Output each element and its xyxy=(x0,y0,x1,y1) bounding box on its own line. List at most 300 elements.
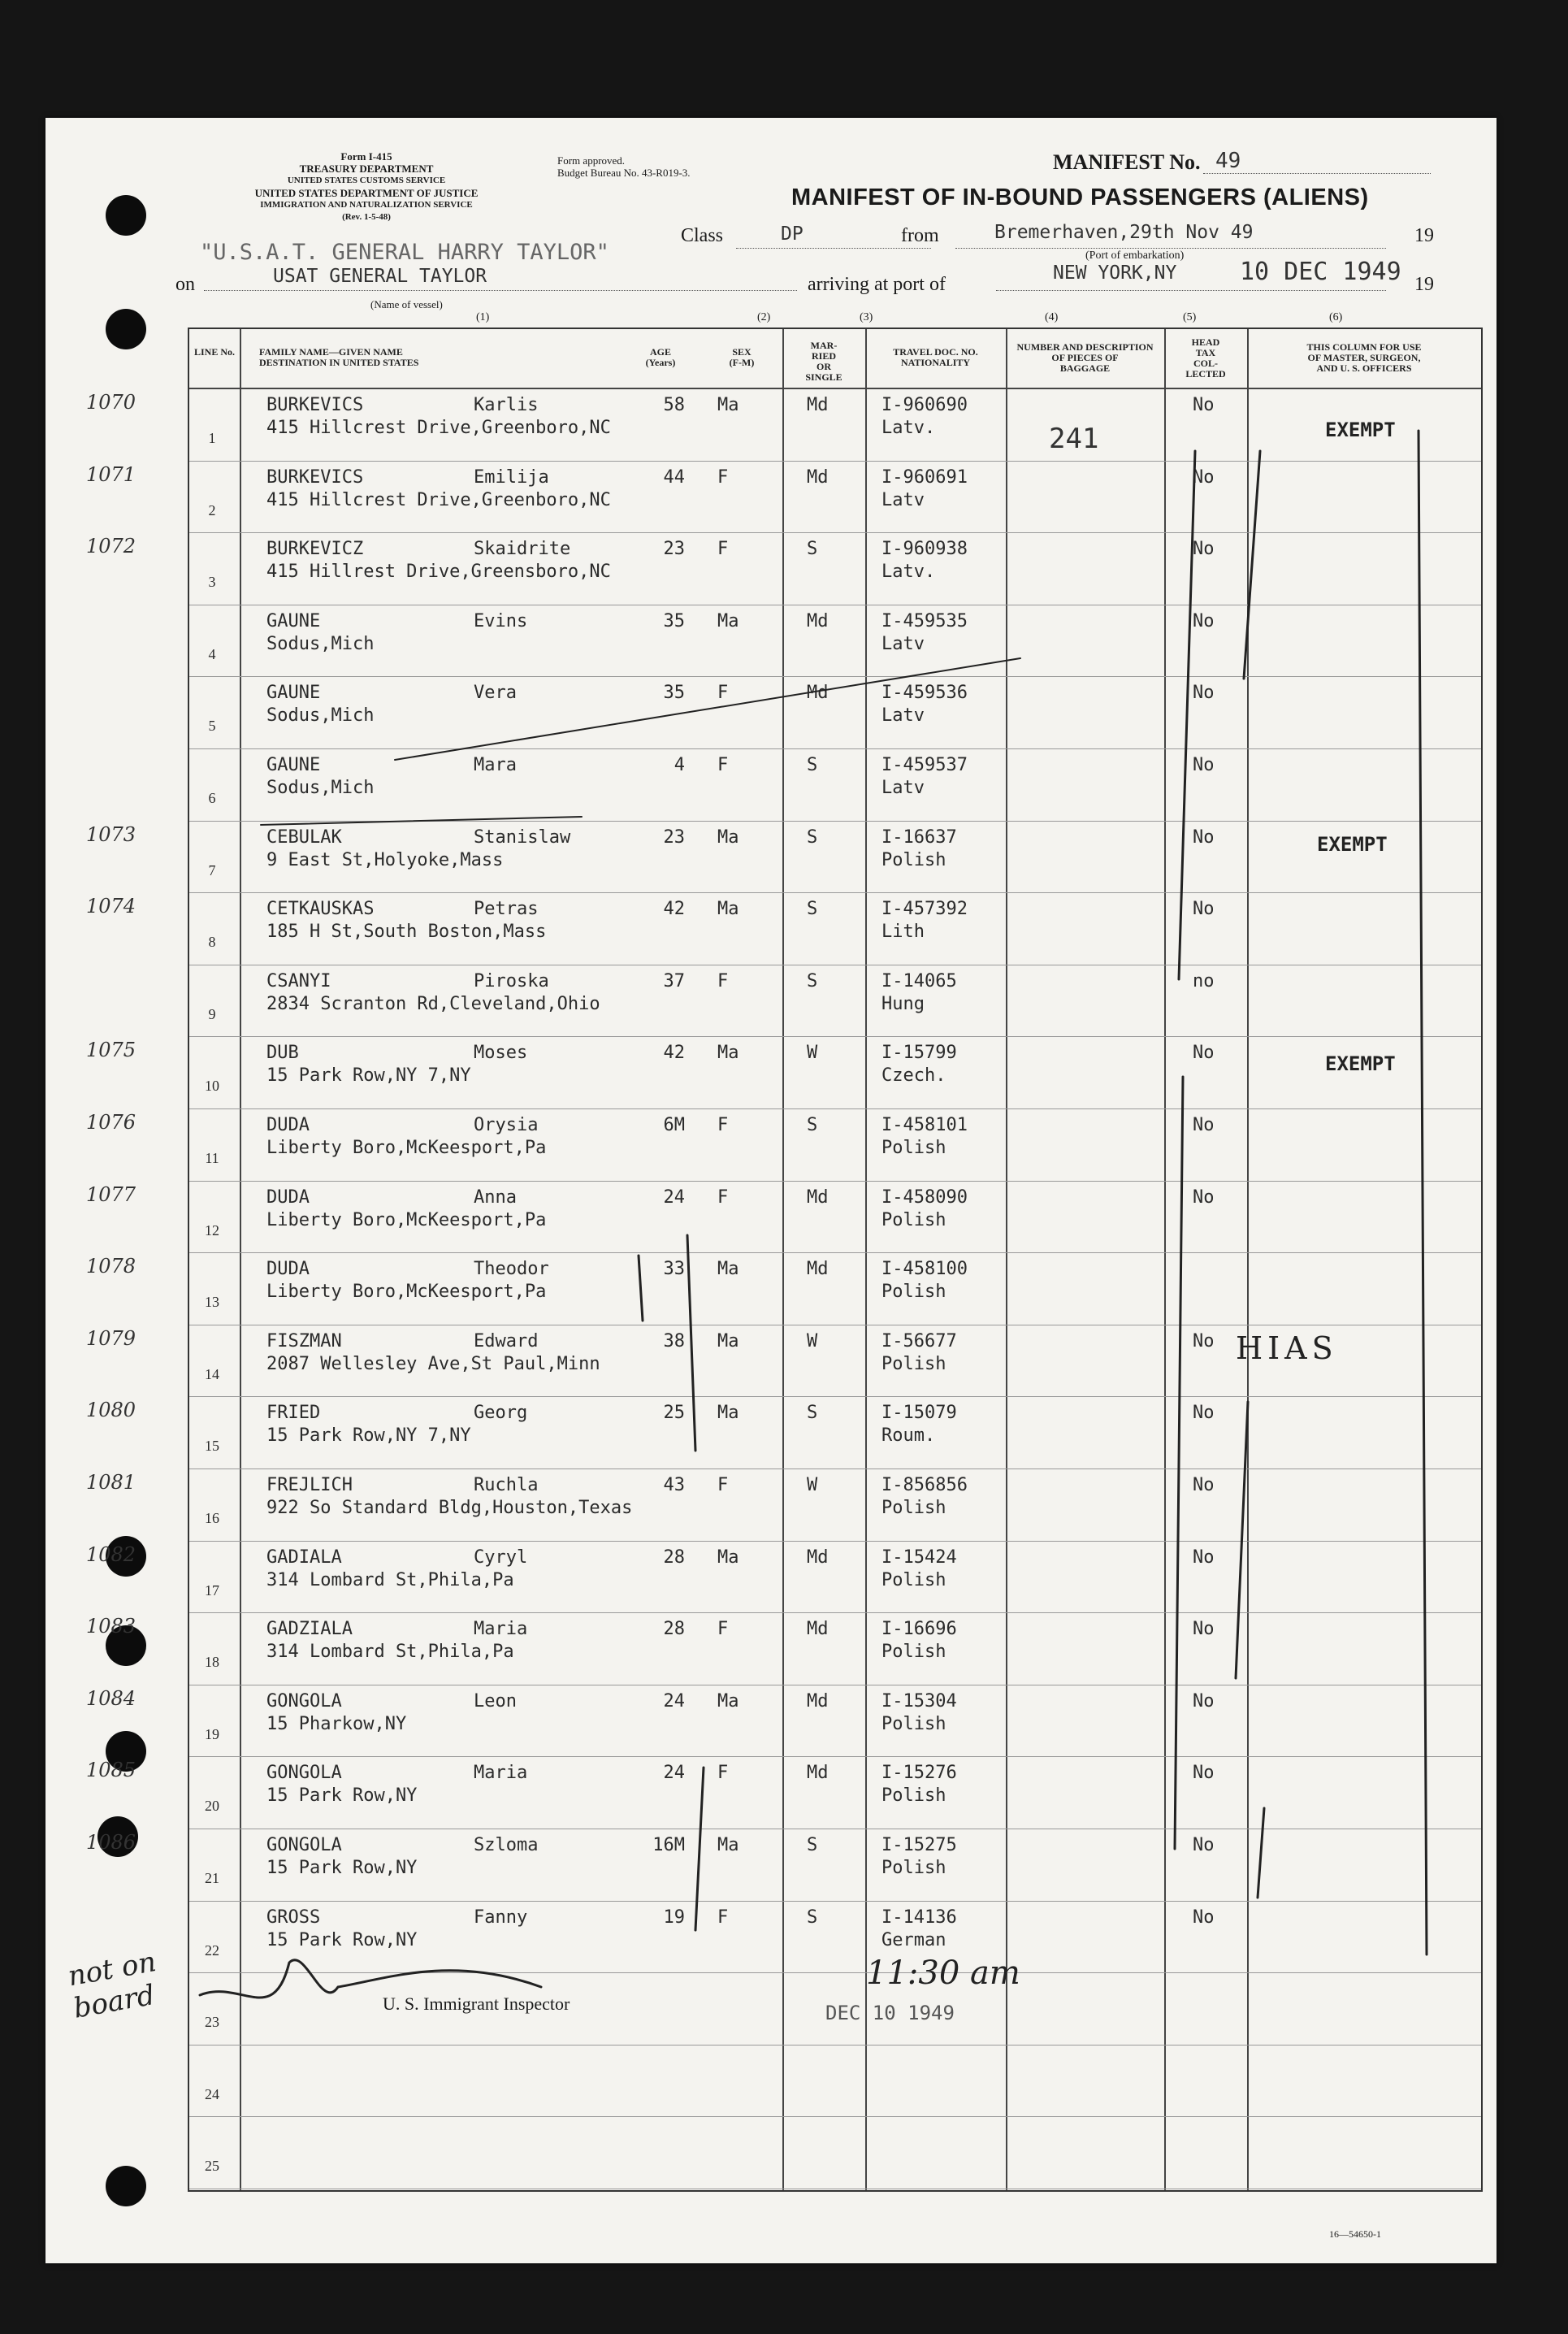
head-tax: No xyxy=(1193,395,1215,415)
col-num-1: (1) xyxy=(476,311,490,323)
nationality: Latv xyxy=(881,633,925,654)
marital-status: S xyxy=(807,539,818,560)
age: 43 xyxy=(663,1475,685,1495)
handwriting-overlay xyxy=(45,118,1497,2263)
not-on-board-note: not on board xyxy=(65,1946,159,2025)
age: 24 xyxy=(663,1690,685,1711)
nationality: Polish xyxy=(881,1498,946,1518)
margin-entry-number: 1079 xyxy=(86,1326,136,1350)
sex: F xyxy=(717,970,729,991)
destination: 15 Park Row,NY xyxy=(266,1929,418,1950)
sex: F xyxy=(717,1619,729,1640)
destination: 15 Park Row,NY xyxy=(266,1785,418,1807)
sex: Ma xyxy=(717,1835,739,1855)
margin-entry-number: 1074 xyxy=(86,895,136,918)
travel-doc: I-458101 xyxy=(881,1115,968,1135)
travel-doc: I-15275 xyxy=(881,1835,957,1855)
margin-entry-number: 1084 xyxy=(86,1686,136,1710)
destination: 15 Park Row,NY 7,NY xyxy=(266,1425,471,1447)
strike-line xyxy=(395,658,1020,760)
col-num-5: (5) xyxy=(1183,311,1197,323)
family-name: GROSS xyxy=(266,1907,321,1928)
head-tax: No xyxy=(1193,466,1215,488)
class-value: DP xyxy=(781,223,803,245)
nationality: Latv xyxy=(881,778,925,798)
age: 38 xyxy=(663,1330,685,1351)
baggage-count: 241 xyxy=(1049,423,1099,455)
family-name: GAUNE xyxy=(266,610,321,631)
hias-note: HIAS xyxy=(1236,1330,1338,1366)
given-name: Maria xyxy=(474,1763,528,1784)
family-name: GONGOLA xyxy=(266,1763,342,1784)
line-number: 17 xyxy=(205,1581,219,1599)
travel-doc: I-15079 xyxy=(881,1403,957,1424)
given-name: Karlis xyxy=(474,395,539,415)
pen-stroke xyxy=(1258,1808,1264,1898)
line-number: 5 xyxy=(208,718,216,735)
pen-stroke xyxy=(1236,1402,1248,1678)
sex: F xyxy=(717,1115,729,1135)
dept-ins: IMMIGRATION AND NATURALIZATION SERVICE xyxy=(260,200,473,210)
family-name: DUDA xyxy=(266,1259,310,1280)
travel-doc: I-856856 xyxy=(881,1475,968,1495)
marital-status: S xyxy=(807,899,818,920)
head-tax: No xyxy=(1193,539,1215,560)
destination: 314 Lombard St,Phila,Pa xyxy=(266,1642,514,1663)
given-name: Emilija xyxy=(474,466,549,488)
nationality: Polish xyxy=(881,1642,946,1663)
nationality: Polish xyxy=(881,1209,946,1230)
given-name: Edward xyxy=(474,1330,539,1351)
given-name: Piroska xyxy=(474,970,549,991)
year-label-2: 19 xyxy=(1414,274,1434,295)
family-name: FISZMAN xyxy=(266,1330,342,1351)
travel-doc: I-960691 xyxy=(881,466,968,488)
travel-doc: I-459537 xyxy=(881,755,968,775)
travel-doc: I-458100 xyxy=(881,1259,968,1280)
given-name: Moses xyxy=(474,1043,528,1064)
age: 33 xyxy=(663,1259,685,1280)
approved-text: Form approved. xyxy=(557,154,626,167)
marital-status: S xyxy=(807,1907,818,1928)
given-name: Georg xyxy=(474,1403,528,1424)
travel-doc: I-960938 xyxy=(881,539,968,560)
line-number: 23 xyxy=(205,2014,219,2031)
signature xyxy=(200,1960,541,1998)
given-name: Vera xyxy=(474,683,517,704)
line-number: 12 xyxy=(205,1221,219,1239)
marital-status: S xyxy=(807,1835,818,1855)
family-name: GAUNE xyxy=(266,683,321,704)
margin-entry-number: 1086 xyxy=(86,1831,136,1854)
line-number: 7 xyxy=(208,861,216,879)
nationality: Latv xyxy=(881,489,925,510)
sex: Ma xyxy=(717,610,739,631)
margin-entry-number: 1083 xyxy=(86,1615,136,1638)
age: 28 xyxy=(663,1619,685,1640)
vessel-stamp: "U.S.A.T. GENERAL HARRY TAYLOR" xyxy=(200,240,609,265)
destination: Liberty Boro,McKeesport,Pa xyxy=(266,1282,547,1303)
sex: Ma xyxy=(717,1690,739,1711)
line-number: 25 xyxy=(205,2158,219,2175)
nationality: Polish xyxy=(881,1785,946,1807)
dept-treasury: TREASURY DEPARTMENT xyxy=(299,163,434,175)
head-tax: No xyxy=(1193,1763,1215,1784)
sex: Ma xyxy=(717,1330,739,1351)
travel-doc: I-16696 xyxy=(881,1619,957,1640)
family-name: GONGOLA xyxy=(266,1690,342,1711)
travel-doc: I-16637 xyxy=(881,826,957,848)
line-number: 1 xyxy=(208,430,216,446)
destination: 15 Park Row,NY xyxy=(266,1858,418,1878)
family-name: DUDA xyxy=(266,1115,310,1135)
sex: Ma xyxy=(717,899,739,920)
budget-text: Budget Bureau No. 43-R019-3. xyxy=(557,167,691,179)
head-tax: No xyxy=(1193,899,1215,920)
family-name: CSANYI xyxy=(266,970,331,991)
pen-stroke xyxy=(1244,451,1260,679)
nationality: Roum. xyxy=(881,1425,936,1447)
family-name: FREJLICH xyxy=(266,1475,353,1495)
header-head-tax: HEAD TAX COL- LECTED xyxy=(1185,336,1226,380)
destination: 2834 Scranton Rd,Cleveland,Ohio xyxy=(266,993,600,1014)
given-name: Leon xyxy=(474,1690,517,1711)
line-number: 13 xyxy=(205,1294,219,1311)
given-name: Maria xyxy=(474,1619,528,1640)
travel-doc: I-459536 xyxy=(881,683,968,704)
sex: F xyxy=(717,755,729,775)
col-num-2: (2) xyxy=(757,311,771,323)
line-number: 24 xyxy=(205,2085,219,2102)
margin-entry-number: 1072 xyxy=(86,535,136,558)
header-married: MAR- RIED OR SINGLE xyxy=(805,340,842,383)
head-tax: No xyxy=(1193,1330,1215,1351)
header-officers: THIS COLUMN FOR USE OF MASTER, SURGEON, AND U. S. OFFICERS xyxy=(1306,341,1422,374)
vessel-caption: (Name of vessel) xyxy=(370,298,443,310)
marital-status: W xyxy=(807,1330,818,1351)
marital-status: Md xyxy=(807,466,829,488)
family-name: DUB xyxy=(266,1043,299,1064)
nationality: Latv. xyxy=(881,562,936,583)
destination: 2087 Wellesley Ave,St Paul,Minn xyxy=(266,1353,600,1374)
given-name: Petras xyxy=(474,899,539,920)
line-number: 22 xyxy=(205,1941,219,1959)
sex: F xyxy=(717,466,729,488)
header-name: FAMILY NAME—GIVEN NAME DESTINATION IN UNITED STATES xyxy=(259,346,419,368)
age: 44 xyxy=(663,466,685,488)
head-tax: No xyxy=(1193,1475,1215,1495)
line-number: 15 xyxy=(205,1438,219,1455)
destination: 415 Hillcrest Drive,Greenboro,NC xyxy=(266,418,611,438)
col-num-4: (4) xyxy=(1045,311,1059,323)
family-name: GADZIALA xyxy=(266,1619,353,1640)
given-name: Stanislaw xyxy=(474,826,571,848)
destination: 922 So Standard Bldg,Houston,Texas xyxy=(266,1498,633,1518)
exempt-stamp-2: EXEMPT xyxy=(1317,833,1388,856)
destination: Liberty Boro,McKeesport,Pa xyxy=(266,1209,547,1230)
margin-entry-number: 1080 xyxy=(86,1399,136,1422)
line-number: 11 xyxy=(205,1150,219,1166)
family-name: GADIALA xyxy=(266,1547,342,1568)
sex: Ma xyxy=(717,1043,739,1064)
marital-status: Md xyxy=(807,1690,829,1711)
sex: F xyxy=(717,1475,729,1495)
line-number: 16 xyxy=(205,1510,219,1526)
age: 23 xyxy=(663,539,685,560)
family-name: FRIED xyxy=(266,1403,321,1424)
destination: Sodus,Mich xyxy=(266,778,375,798)
nationality: Polish xyxy=(881,849,946,870)
margin-entry-number: 1073 xyxy=(86,822,136,846)
age: 42 xyxy=(663,1043,685,1064)
marital-status: S xyxy=(807,1403,818,1424)
given-name: Szloma xyxy=(474,1835,539,1855)
line-number: 9 xyxy=(208,1005,216,1022)
nationality: Polish xyxy=(881,1138,946,1158)
line-number: 4 xyxy=(208,645,216,662)
col-num-3: (3) xyxy=(860,311,873,323)
age: 24 xyxy=(663,1187,685,1208)
line-number: 19 xyxy=(205,1725,219,1742)
manifest-title: MANIFEST OF IN-BOUND PASSENGERS (ALIENS) xyxy=(791,184,1369,210)
age: 4 xyxy=(674,755,685,775)
form-number: Form I-415 xyxy=(340,150,392,163)
date-stamp: DEC 10 1949 xyxy=(825,2002,955,2024)
exempt-stamp-3: EXEMPT xyxy=(1325,1052,1396,1075)
age: 37 xyxy=(663,970,685,991)
age: 58 xyxy=(663,395,685,415)
sex: F xyxy=(717,683,729,704)
line-number: 8 xyxy=(208,934,216,951)
nationality: Latv xyxy=(881,705,925,727)
on-label: on xyxy=(175,274,195,295)
family-name: GONGOLA xyxy=(266,1835,342,1855)
class-label: Class xyxy=(681,225,724,246)
age: 35 xyxy=(663,683,685,704)
travel-doc: I-458090 xyxy=(881,1187,968,1208)
sex: F xyxy=(717,1187,729,1208)
line-number: 3 xyxy=(208,574,216,591)
marital-status: Md xyxy=(807,395,829,415)
line-number: 14 xyxy=(205,1365,219,1382)
arrival-date-stamp: 10 DEC 1949 xyxy=(1240,258,1401,286)
destination: Sodus,Mich xyxy=(266,705,375,727)
family-name: CEBULAK xyxy=(266,826,342,848)
given-name: Skaidrite xyxy=(474,539,571,560)
nationality: Polish xyxy=(881,1353,946,1374)
given-name: Fanny xyxy=(474,1907,528,1928)
marital-status: W xyxy=(807,1475,818,1495)
col-num-6: (6) xyxy=(1329,311,1343,323)
family-name: CETKAUSKAS xyxy=(266,899,375,920)
margin-entry-number: 1077 xyxy=(86,1182,136,1206)
header-sex: SEX (F-M) xyxy=(729,346,755,368)
margin-entry-number: 1070 xyxy=(86,391,136,414)
marital-status: Md xyxy=(807,610,829,631)
header-line-text: LINE No. xyxy=(193,346,235,358)
marital-status: S xyxy=(807,755,818,775)
marital-status: S xyxy=(807,970,818,991)
line-number: 20 xyxy=(205,1798,219,1815)
given-name: Orysia xyxy=(474,1115,539,1135)
pen-stroke xyxy=(639,1235,704,1930)
family-name: DUDA xyxy=(266,1187,310,1208)
manifest-number-label: MANIFEST No. xyxy=(1053,150,1201,174)
age: 16M xyxy=(652,1835,685,1855)
age: 42 xyxy=(663,899,685,920)
family-name: BURKEVICS xyxy=(266,395,364,415)
head-tax: No xyxy=(1193,1187,1215,1208)
nationality: Hung xyxy=(881,993,925,1014)
head-tax: no xyxy=(1193,970,1215,991)
margin-entry-number: 1085 xyxy=(86,1759,136,1782)
head-tax: No xyxy=(1193,1547,1215,1568)
line-number: 21 xyxy=(205,1870,219,1886)
margin-entry-number: 1078 xyxy=(86,1255,136,1278)
exempt-stamp-1: EXEMPT xyxy=(1325,419,1396,441)
head-tax: No xyxy=(1193,1907,1215,1928)
age: 23 xyxy=(663,826,685,848)
marital-status: Md xyxy=(807,1259,829,1280)
destination: 15 Pharkow,NY xyxy=(266,1713,407,1734)
destination: 185 H St,South Boston,Mass xyxy=(266,922,547,943)
arriving-value: NEW YORK,NY xyxy=(1053,262,1177,284)
head-tax: No xyxy=(1193,610,1215,631)
travel-doc: I-960690 xyxy=(881,395,968,415)
margin-entry-number: 1071 xyxy=(86,462,136,486)
travel-doc: I-15276 xyxy=(881,1763,957,1784)
travel-doc: I-14136 xyxy=(881,1907,957,1928)
header-age: AGE (Years) xyxy=(645,346,676,368)
pen-stroke xyxy=(1179,451,1195,979)
year-label: 19 xyxy=(1414,225,1434,246)
head-tax: No xyxy=(1193,1690,1215,1711)
nationality: Latv. xyxy=(881,418,936,438)
nationality: Polish xyxy=(881,1858,946,1878)
header-travel-doc: TRAVEL DOC. NO. NATIONALITY xyxy=(893,346,978,368)
revision: (Rev. 1-5-48) xyxy=(342,212,391,222)
given-name: Theodor xyxy=(474,1259,549,1280)
head-tax: No xyxy=(1193,1043,1215,1064)
given-name: Cyryl xyxy=(474,1547,528,1568)
line-number: 2 xyxy=(208,501,216,518)
inspector-caption: U. S. Immigrant Inspector xyxy=(383,1993,570,2014)
margin-entry-number: 1082 xyxy=(86,1542,136,1566)
family-name: BURKEVICZ xyxy=(266,539,364,560)
marital-status: S xyxy=(807,1115,818,1135)
age: 35 xyxy=(663,610,685,631)
family-name: GAUNE xyxy=(266,755,321,775)
given-name: Mara xyxy=(474,755,517,775)
given-name: Anna xyxy=(474,1187,517,1208)
destination: 415 Hillrest Drive,Greensboro,NC xyxy=(266,562,611,583)
family-name: BURKEVICS xyxy=(266,466,364,488)
destination: Sodus,Mich xyxy=(266,633,375,654)
marital-status: Md xyxy=(807,1187,829,1208)
age: 19 xyxy=(663,1907,685,1928)
sex: Ma xyxy=(717,395,739,415)
time-note: 11:30 am xyxy=(866,1954,1020,1992)
line-number: 18 xyxy=(205,1654,219,1671)
dept-justice: UNITED STATES DEPARTMENT OF JUSTICE xyxy=(254,187,479,199)
from-value: Bremerhaven,29th Nov 49 xyxy=(994,222,1254,243)
travel-doc: I-56677 xyxy=(881,1330,957,1351)
pen-stroke xyxy=(1419,431,1427,1954)
dept-customs: UNITED STATES CUSTOMS SERVICE xyxy=(287,176,446,185)
nationality: Polish xyxy=(881,1713,946,1734)
destination: 9 East St,Holyoke,Mass xyxy=(266,849,504,870)
line-number: 6 xyxy=(208,790,216,806)
manifest-number-value: 49 xyxy=(1215,149,1241,173)
age: 28 xyxy=(663,1547,685,1568)
nationality: Czech. xyxy=(881,1065,946,1087)
travel-doc: I-15304 xyxy=(881,1690,957,1711)
destination: 15 Park Row,NY 7,NY xyxy=(266,1065,471,1087)
sex: F xyxy=(717,539,729,560)
margin-entry-number: 1076 xyxy=(86,1111,136,1134)
marital-status: Md xyxy=(807,1619,829,1640)
marital-status: Md xyxy=(807,1547,829,1568)
age: 24 xyxy=(663,1763,685,1784)
travel-doc: I-457392 xyxy=(881,899,968,920)
manifest-sheet xyxy=(45,118,1497,2263)
nationality: Lith xyxy=(881,922,925,943)
given-name: Evins xyxy=(474,610,528,631)
strike-line xyxy=(261,817,582,825)
arriving-label: arriving at port of xyxy=(808,274,946,295)
head-tax: No xyxy=(1193,1115,1215,1135)
margin-entry-number: 1081 xyxy=(86,1471,136,1494)
marital-status: Md xyxy=(807,1763,829,1784)
head-tax: No xyxy=(1193,755,1215,775)
travel-doc: I-15799 xyxy=(881,1043,957,1064)
head-tax: No xyxy=(1193,1403,1215,1424)
nationality: Polish xyxy=(881,1569,946,1590)
nationality: Polish xyxy=(881,1282,946,1303)
margin-entry-number: 1075 xyxy=(86,1039,136,1062)
footer-code: 16—54650-1 xyxy=(1329,2228,1381,2240)
sex: Ma xyxy=(717,1259,739,1280)
destination: Liberty Boro,McKeesport,Pa xyxy=(266,1138,547,1158)
age: 6M xyxy=(663,1115,685,1135)
head-tax: No xyxy=(1193,1835,1215,1855)
vessel-value: USAT GENERAL TAYLOR xyxy=(273,266,487,287)
given-name: Ruchla xyxy=(474,1475,539,1495)
sex: Ma xyxy=(717,1403,739,1424)
head-tax: No xyxy=(1193,683,1215,704)
marital-status: S xyxy=(807,826,818,848)
port-embark-caption: (Port of embarkation) xyxy=(1085,249,1185,262)
sex: F xyxy=(717,1907,729,1928)
age: 25 xyxy=(663,1403,685,1424)
nationality: German xyxy=(881,1929,946,1950)
destination: 314 Lombard St,Phila,Pa xyxy=(266,1569,514,1590)
travel-doc: I-459535 xyxy=(881,610,968,631)
destination: 415 Hillcrest Drive,Greenboro,NC xyxy=(266,489,611,510)
marital-status: W xyxy=(807,1043,818,1064)
head-tax: No xyxy=(1193,1619,1215,1640)
head-tax: No xyxy=(1193,826,1215,848)
sex: F xyxy=(717,1763,729,1784)
pen-stroke xyxy=(1175,1077,1183,1849)
sex: Ma xyxy=(717,826,739,848)
sex: Ma xyxy=(717,1547,739,1568)
marital-status: Md xyxy=(807,683,829,704)
line-number: 10 xyxy=(205,1078,219,1095)
header-baggage: NUMBER AND DESCRIPTION OF PIECES OF BAGGAGE xyxy=(1016,341,1154,374)
travel-doc: I-15424 xyxy=(881,1547,957,1568)
travel-doc: I-14065 xyxy=(881,970,957,991)
